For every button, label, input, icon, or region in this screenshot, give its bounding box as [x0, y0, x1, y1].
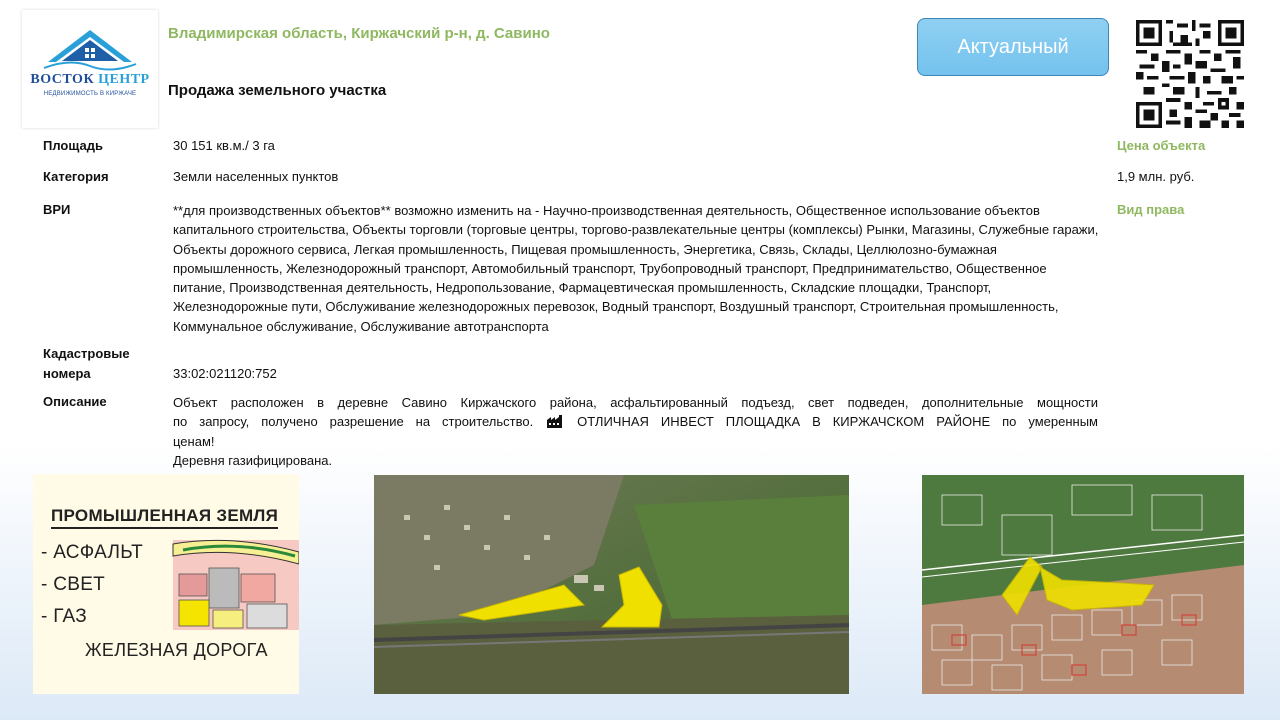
area-label: Площадь [43, 138, 103, 153]
cadastral-label: Кадастровые номера [43, 346, 130, 381]
rights-label: Вид права [1117, 202, 1185, 217]
banner-railway: ЖЕЛЕЗНАЯ ДОРОГА [85, 640, 268, 660]
status-button[interactable]: Актуальный [917, 18, 1109, 76]
logo-name: ВОСТОК ЦЕНТР [30, 72, 150, 87]
area-value: 30 151 кв.м./ 3 га [173, 138, 275, 153]
aerial-photo [374, 475, 849, 694]
category-value: Земли населенных пунктов [173, 169, 339, 184]
house-roof-icon [40, 28, 140, 72]
logo-tagline: НЕДВИЖИМОСТЬ В КИРЖАЧЕ [43, 91, 137, 97]
cadastral-map [922, 475, 1244, 694]
banner-heading: ПРОМЫШЛЕННАЯ ЗЕМЛЯ [51, 506, 278, 529]
vri-label: ВРИ [43, 202, 71, 217]
banner-item: - ГАЗ [41, 606, 88, 627]
price-value: 1,9 млн. руб. [1117, 169, 1195, 184]
cadastral-value: 33:02:021120:752 [173, 366, 277, 381]
company-logo [22, 10, 158, 128]
promo-banner [33, 474, 299, 694]
banner-item: - СВЕТ [41, 574, 106, 595]
qr-code-icon [1136, 20, 1244, 128]
location-header: Владимирская область, Киржачский р-н, д. Савино [168, 25, 550, 42]
page-title: Продажа земельного участка [168, 82, 387, 99]
description-value: Объект расположен в деревне Савино Киржачского района, асфальтированный подъезд, свет подведен, дополнительные мощности по запросу, получено разрешение на строительство. ОТЛИЧНАЯ ИНВЕСТ ПЛОЩАДКА В КИРЖАЧСКОМ РАЙОНЕ по умеренным ценам! Деревня газифицирована. [173, 395, 1098, 468]
price-label: Цена объекта [1117, 138, 1206, 153]
factory-icon [547, 415, 563, 428]
category-label: Категория [43, 169, 109, 184]
vri-value: **для производственных объектов** возможно изменить на - Научно-производственная деятельность, Общественное использование объектов капитального строительства, Объекты торговли (торговые центры, торгово-развлекательные центры (комплексы) Рынки, Магазины, Служебные гаражи, Объекты дорожного сервиса, Легкая промышленность, Пищевая промышленность, Энергетика, Связь, Склады, Целлюлозно-бумажная промышленность, Железнодорожный транспорт, Автомобильный транспорт, Трубопроводный транспорт, Предпринимательство, Общественное питание, Производственная деятельность, Недропользование, Фармацевтическая промышленность, Складские площадки, Транспорт, Железнодорожные пути, Обслуживание железнодорожных перевозок, Водный транспорт, Воздушный транспорт, Строительная промышленность, Коммунальное обслуживание, Обслуживание автотранспорта [173, 203, 1099, 334]
description-label: Описание [43, 394, 107, 409]
banner-item: - АСФАЛЬТ [41, 542, 144, 563]
